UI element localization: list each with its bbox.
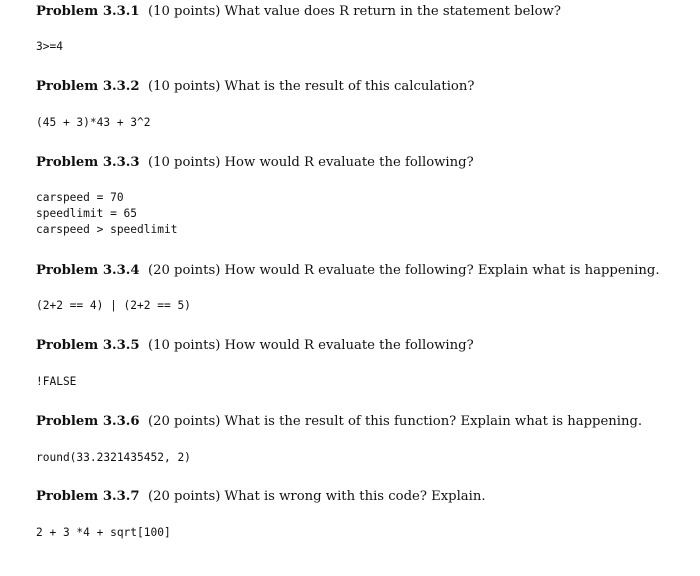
- problem-number: Problem 3.3.3: [36, 155, 140, 170]
- code-line: speedlimit = 65: [36, 207, 138, 220]
- problem-text: (10 points) How would R evaluate the following?: [147, 338, 474, 353]
- code-line: (45 + 3)*43 + 3^2: [36, 116, 151, 129]
- problem-number: Problem 3.3.7: [36, 489, 140, 504]
- problem-heading: [36, 154, 676, 171]
- problem-text: (20 points) What is wrong with this code? Explain.: [147, 489, 486, 504]
- problem-text: (10 points) What value does R return in the statement below?: [147, 4, 561, 19]
- problem-heading: [36, 3, 676, 20]
- code-line: 3>=4: [36, 40, 63, 53]
- problem-heading: [36, 78, 676, 95]
- problem-text: (10 points) What is the result of this calculation?: [147, 79, 475, 94]
- problem-heading: [36, 337, 676, 354]
- code-line: carspeed > speedlimit: [36, 223, 178, 236]
- problem-heading: [36, 262, 676, 279]
- problem-heading: [36, 413, 676, 430]
- problem-number: Problem 3.3.1: [36, 4, 140, 19]
- code-line: 2 + 3 *4 + sqrt[100]: [36, 526, 171, 539]
- problem-3-3-5: [36, 337, 676, 388]
- problem-number: Problem 3.3.2: [36, 79, 140, 94]
- problem-number: Problem 3.3.4: [36, 263, 140, 278]
- code-line: (2+2 == 4) | (2+2 == 5): [36, 299, 191, 312]
- problem-number: Problem 3.3.6: [36, 414, 140, 429]
- code-line: carspeed = 70: [36, 191, 124, 204]
- problem-text: (20 points) How would R evaluate the following? Explain what is happening.: [147, 263, 660, 278]
- problem-heading: [36, 488, 676, 505]
- problem-3-3-6: [36, 413, 676, 464]
- code-line: !FALSE: [36, 375, 77, 388]
- problem-number: Problem 3.3.5: [36, 338, 140, 353]
- problem-text: (20 points) What is the result of this function? Explain what is happening.: [147, 414, 643, 429]
- problem-3-3-4: [36, 262, 676, 312]
- problem-3-3-2: [36, 78, 676, 129]
- problem-3-3-3: [36, 154, 676, 236]
- code-line: round(33.2321435452, 2): [36, 451, 191, 464]
- problem-text: (10 points) How would R evaluate the following?: [147, 155, 474, 170]
- problem-3-3-1: [36, 3, 676, 53]
- problem-3-3-7: [36, 488, 676, 539]
